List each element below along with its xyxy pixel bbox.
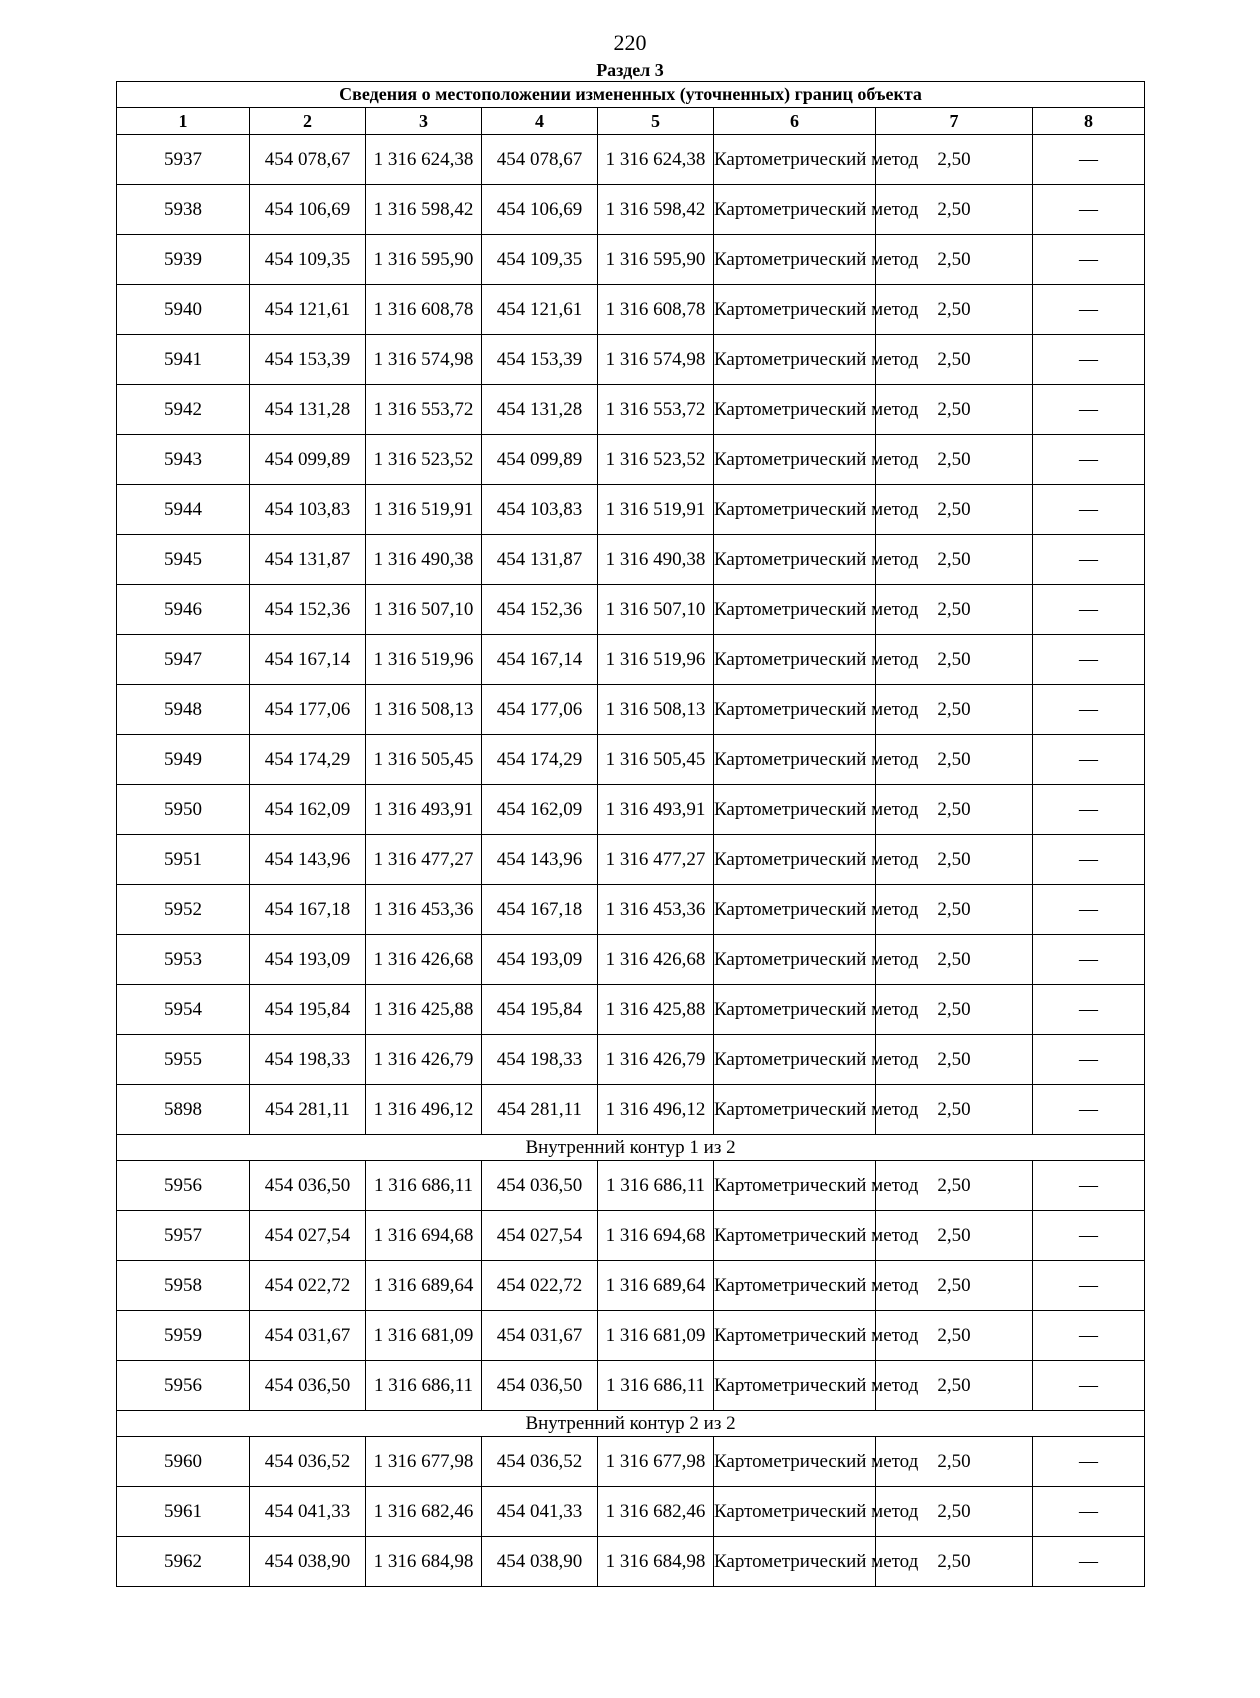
description-cell: — (1033, 435, 1145, 485)
method-cell: Картометрический метод (714, 1035, 876, 1085)
description-cell: — (1033, 385, 1145, 435)
x-old-cell: 454 152,36 (250, 585, 366, 635)
description-cell: — (1033, 835, 1145, 885)
description-cell: — (1033, 635, 1145, 685)
point-number-cell: 5946 (117, 585, 250, 635)
y-new-cell: 1 316 682,46 (598, 1487, 714, 1537)
table-row (117, 1161, 1145, 1211)
table-row (117, 435, 1145, 485)
x-new-cell: 454 174,29 (482, 735, 598, 785)
contour-label-row (117, 1411, 1145, 1437)
method-cell: Картометрический метод (714, 1085, 876, 1135)
accuracy-cell: 2,50 (876, 1437, 1033, 1487)
x-new-cell: 454 167,18 (482, 885, 598, 935)
y-old-cell: 1 316 490,38 (366, 535, 482, 585)
x-old-cell: 454 167,18 (250, 885, 366, 935)
y-new-cell: 1 316 496,12 (598, 1085, 714, 1135)
y-old-cell: 1 316 598,42 (366, 185, 482, 235)
table-row (117, 1211, 1145, 1261)
column-number-header: 8 (1033, 108, 1145, 135)
table-row (117, 485, 1145, 535)
y-old-cell: 1 316 519,96 (366, 635, 482, 685)
x-old-cell: 454 078,67 (250, 135, 366, 185)
x-old-cell: 454 195,84 (250, 985, 366, 1035)
y-old-cell: 1 316 426,79 (366, 1035, 482, 1085)
point-number-cell: 5950 (117, 785, 250, 835)
table-body (117, 82, 1145, 1587)
x-new-cell: 454 121,61 (482, 285, 598, 335)
table-row (117, 935, 1145, 985)
x-new-cell: 454 152,36 (482, 585, 598, 635)
page-number: 220 (613, 30, 647, 55)
description-cell: — (1033, 685, 1145, 735)
accuracy-cell: 2,50 (876, 1261, 1033, 1311)
y-old-cell: 1 316 505,45 (366, 735, 482, 785)
table-row (117, 635, 1145, 685)
y-new-cell: 1 316 477,27 (598, 835, 714, 885)
point-number-cell: 5956 (117, 1161, 250, 1211)
x-old-cell: 454 036,50 (250, 1161, 366, 1211)
method-cell: Картометрический метод (714, 735, 876, 785)
method-cell: Картометрический метод (714, 185, 876, 235)
x-new-cell: 454 022,72 (482, 1261, 598, 1311)
x-new-cell: 454 036,52 (482, 1437, 598, 1487)
y-new-cell: 1 316 598,42 (598, 185, 714, 235)
x-new-cell: 454 193,09 (482, 935, 598, 985)
x-new-cell: 454 131,28 (482, 385, 598, 435)
accuracy-cell: 2,50 (876, 285, 1033, 335)
table-row (117, 285, 1145, 335)
point-number-cell: 5956 (117, 1361, 250, 1411)
description-cell: — (1033, 985, 1145, 1035)
description-cell: — (1033, 735, 1145, 785)
x-old-cell: 454 099,89 (250, 435, 366, 485)
y-old-cell: 1 316 553,72 (366, 385, 482, 435)
x-old-cell: 454 193,09 (250, 935, 366, 985)
method-cell: Картометрический метод (714, 885, 876, 935)
y-new-cell: 1 316 490,38 (598, 535, 714, 585)
description-cell: — (1033, 185, 1145, 235)
point-number-cell: 5939 (117, 235, 250, 285)
point-number-cell: 5940 (117, 285, 250, 335)
y-old-cell: 1 316 523,52 (366, 435, 482, 485)
table-row (117, 385, 1145, 435)
x-new-cell: 454 153,39 (482, 335, 598, 385)
method-cell: Картометрический метод (714, 585, 876, 635)
point-number-cell: 5951 (117, 835, 250, 885)
accuracy-cell: 2,50 (876, 1487, 1033, 1537)
column-number-header: 4 (482, 108, 598, 135)
y-old-cell: 1 316 508,13 (366, 685, 482, 735)
y-new-cell: 1 316 686,11 (598, 1361, 714, 1411)
accuracy-cell: 2,50 (876, 985, 1033, 1035)
point-number-cell: 5959 (117, 1311, 250, 1361)
y-old-cell: 1 316 493,91 (366, 785, 482, 835)
description-cell: — (1033, 585, 1145, 635)
x-new-cell: 454 195,84 (482, 985, 598, 1035)
accuracy-cell: 2,50 (876, 135, 1033, 185)
y-new-cell: 1 316 519,96 (598, 635, 714, 685)
method-cell: Картометрический метод (714, 935, 876, 985)
point-number-cell: 5958 (117, 1261, 250, 1311)
table-row (117, 835, 1145, 885)
point-number-cell: 5957 (117, 1211, 250, 1261)
y-old-cell: 1 316 686,11 (366, 1161, 482, 1211)
x-new-cell: 454 103,83 (482, 485, 598, 535)
x-old-cell: 454 198,33 (250, 1035, 366, 1085)
y-old-cell: 1 316 677,98 (366, 1437, 482, 1487)
contour-label: Внутренний контур 2 из 2 (117, 1411, 1145, 1437)
accuracy-cell: 2,50 (876, 1537, 1033, 1587)
method-cell: Картометрический метод (714, 135, 876, 185)
point-number-cell: 5955 (117, 1035, 250, 1085)
x-new-cell: 454 078,67 (482, 135, 598, 185)
contour-label: Внутренний контур 1 из 2 (117, 1135, 1145, 1161)
table-row (117, 1361, 1145, 1411)
x-old-cell: 454 036,52 (250, 1437, 366, 1487)
table-row (117, 1437, 1145, 1487)
table-row (117, 885, 1145, 935)
table-row (117, 1261, 1145, 1311)
method-cell: Картометрический метод (714, 535, 876, 585)
y-old-cell: 1 316 477,27 (366, 835, 482, 885)
method-cell: Картометрический метод (714, 435, 876, 485)
x-new-cell: 454 099,89 (482, 435, 598, 485)
y-new-cell: 1 316 553,72 (598, 385, 714, 435)
y-old-cell: 1 316 519,91 (366, 485, 482, 535)
x-new-cell: 454 281,11 (482, 1085, 598, 1135)
point-number-cell: 5949 (117, 735, 250, 785)
point-number-cell: 5937 (117, 135, 250, 185)
y-new-cell: 1 316 694,68 (598, 1211, 714, 1261)
coordinates-table (116, 81, 1145, 1587)
y-old-cell: 1 316 507,10 (366, 585, 482, 635)
description-cell: — (1033, 485, 1145, 535)
point-number-cell: 5942 (117, 385, 250, 435)
description-cell: — (1033, 135, 1145, 185)
y-new-cell: 1 316 508,13 (598, 685, 714, 735)
accuracy-cell: 2,50 (876, 785, 1033, 835)
accuracy-cell: 2,50 (876, 1211, 1033, 1261)
x-new-cell: 454 038,90 (482, 1537, 598, 1587)
method-cell: Картометрический метод (714, 785, 876, 835)
x-old-cell: 454 131,28 (250, 385, 366, 435)
column-number-header: 6 (714, 108, 876, 135)
accuracy-cell: 2,50 (876, 485, 1033, 535)
description-cell: — (1033, 535, 1145, 585)
y-old-cell: 1 316 453,36 (366, 885, 482, 935)
table-row (117, 1035, 1145, 1085)
description-cell: — (1033, 285, 1145, 335)
accuracy-cell: 2,50 (876, 735, 1033, 785)
table-row (117, 985, 1145, 1035)
y-new-cell: 1 316 519,91 (598, 485, 714, 535)
x-new-cell: 454 036,50 (482, 1161, 598, 1211)
accuracy-cell: 2,50 (876, 335, 1033, 385)
x-new-cell: 454 198,33 (482, 1035, 598, 1085)
x-old-cell: 454 027,54 (250, 1211, 366, 1261)
accuracy-cell: 2,50 (876, 435, 1033, 485)
accuracy-cell: 2,50 (876, 1361, 1033, 1411)
y-new-cell: 1 316 453,36 (598, 885, 714, 935)
description-cell: — (1033, 785, 1145, 835)
accuracy-cell: 2,50 (876, 635, 1033, 685)
point-number-cell: 5960 (117, 1437, 250, 1487)
x-old-cell: 454 022,72 (250, 1261, 366, 1311)
description-cell: — (1033, 885, 1145, 935)
description-cell: — (1033, 1437, 1145, 1487)
point-number-cell: 5944 (117, 485, 250, 535)
method-cell: Картометрический метод (714, 1361, 876, 1411)
point-number-cell: 5953 (117, 935, 250, 985)
x-new-cell: 454 177,06 (482, 685, 598, 735)
accuracy-cell: 2,50 (876, 1161, 1033, 1211)
table-row (117, 1085, 1145, 1135)
x-old-cell: 454 103,83 (250, 485, 366, 535)
y-old-cell: 1 316 689,64 (366, 1261, 482, 1311)
table-row (117, 535, 1145, 585)
description-cell: — (1033, 335, 1145, 385)
point-number-cell: 5938 (117, 185, 250, 235)
point-number-cell: 5943 (117, 435, 250, 485)
accuracy-cell: 2,50 (876, 385, 1033, 435)
table-row (117, 235, 1145, 285)
y-new-cell: 1 316 426,68 (598, 935, 714, 985)
x-old-cell: 454 162,09 (250, 785, 366, 835)
y-new-cell: 1 316 426,79 (598, 1035, 714, 1085)
method-cell: Картометрический метод (714, 1311, 876, 1361)
table-row (117, 585, 1145, 635)
column-number-row (117, 108, 1145, 135)
point-number-cell: 5961 (117, 1487, 250, 1537)
table-title-row (117, 82, 1145, 108)
accuracy-cell: 2,50 (876, 835, 1033, 885)
y-new-cell: 1 316 684,98 (598, 1537, 714, 1587)
accuracy-cell: 2,50 (876, 1085, 1033, 1135)
x-new-cell: 454 131,87 (482, 535, 598, 585)
y-new-cell: 1 316 608,78 (598, 285, 714, 335)
x-old-cell: 454 131,87 (250, 535, 366, 585)
method-cell: Картометрический метод (714, 1261, 876, 1311)
x-new-cell: 454 106,69 (482, 185, 598, 235)
method-cell: Картометрический метод (714, 385, 876, 435)
description-cell: — (1033, 935, 1145, 985)
table-row (117, 135, 1145, 185)
accuracy-cell: 2,50 (876, 185, 1033, 235)
x-old-cell: 454 143,96 (250, 835, 366, 885)
y-old-cell: 1 316 694,68 (366, 1211, 482, 1261)
point-number-cell: 5941 (117, 335, 250, 385)
y-new-cell: 1 316 689,64 (598, 1261, 714, 1311)
y-old-cell: 1 316 682,46 (366, 1487, 482, 1537)
description-cell: — (1033, 1035, 1145, 1085)
x-old-cell: 454 281,11 (250, 1085, 366, 1135)
y-new-cell: 1 316 523,52 (598, 435, 714, 485)
description-cell: — (1033, 1161, 1145, 1211)
section-title: Раздел 3 (596, 60, 664, 80)
x-new-cell: 454 143,96 (482, 835, 598, 885)
method-cell: Картометрический метод (714, 485, 876, 535)
y-new-cell: 1 316 686,11 (598, 1161, 714, 1211)
y-new-cell: 1 316 505,45 (598, 735, 714, 785)
table-row (117, 335, 1145, 385)
method-cell: Картометрический метод (714, 1211, 876, 1261)
y-old-cell: 1 316 686,11 (366, 1361, 482, 1411)
description-cell: — (1033, 1085, 1145, 1135)
y-new-cell: 1 316 595,90 (598, 235, 714, 285)
table-row (117, 185, 1145, 235)
y-old-cell: 1 316 624,38 (366, 135, 482, 185)
method-cell: Картометрический метод (714, 1161, 876, 1211)
x-old-cell: 454 177,06 (250, 685, 366, 735)
point-number-cell: 5947 (117, 635, 250, 685)
method-cell: Картометрический метод (714, 1537, 876, 1587)
y-old-cell: 1 316 608,78 (366, 285, 482, 335)
x-new-cell: 454 031,67 (482, 1311, 598, 1361)
point-number-cell: 5952 (117, 885, 250, 935)
x-new-cell: 454 109,35 (482, 235, 598, 285)
x-old-cell: 454 174,29 (250, 735, 366, 785)
x-old-cell: 454 153,39 (250, 335, 366, 385)
method-cell: Картометрический метод (714, 235, 876, 285)
x-new-cell: 454 041,33 (482, 1487, 598, 1537)
y-old-cell: 1 316 681,09 (366, 1311, 482, 1361)
column-number-header: 3 (366, 108, 482, 135)
y-new-cell: 1 316 507,10 (598, 585, 714, 635)
description-cell: — (1033, 1537, 1145, 1587)
method-cell: Картометрический метод (714, 685, 876, 735)
y-new-cell: 1 316 574,98 (598, 335, 714, 385)
description-cell: — (1033, 1361, 1145, 1411)
table-row (117, 685, 1145, 735)
y-new-cell: 1 316 493,91 (598, 785, 714, 835)
method-cell: Картометрический метод (714, 635, 876, 685)
accuracy-cell: 2,50 (876, 1035, 1033, 1085)
description-cell: — (1033, 1487, 1145, 1537)
x-new-cell: 454 162,09 (482, 785, 598, 835)
accuracy-cell: 2,50 (876, 585, 1033, 635)
accuracy-cell: 2,50 (876, 885, 1033, 935)
accuracy-cell: 2,50 (876, 1311, 1033, 1361)
table-row (117, 1487, 1145, 1537)
description-cell: — (1033, 1211, 1145, 1261)
method-cell: Картометрический метод (714, 1437, 876, 1487)
description-cell: — (1033, 1261, 1145, 1311)
column-number-header: 2 (250, 108, 366, 135)
accuracy-cell: 2,50 (876, 535, 1033, 585)
x-new-cell: 454 027,54 (482, 1211, 598, 1261)
x-old-cell: 454 041,33 (250, 1487, 366, 1537)
contour-label-row (117, 1135, 1145, 1161)
x-old-cell: 454 038,90 (250, 1537, 366, 1587)
x-new-cell: 454 036,50 (482, 1361, 598, 1411)
y-old-cell: 1 316 684,98 (366, 1537, 482, 1587)
x-old-cell: 454 121,61 (250, 285, 366, 335)
point-number-cell: 5898 (117, 1085, 250, 1135)
method-cell: Картометрический метод (714, 985, 876, 1035)
table-row (117, 1537, 1145, 1587)
y-old-cell: 1 316 426,68 (366, 935, 482, 985)
description-cell: — (1033, 1311, 1145, 1361)
y-old-cell: 1 316 496,12 (366, 1085, 482, 1135)
accuracy-cell: 2,50 (876, 685, 1033, 735)
method-cell: Картометрический метод (714, 335, 876, 385)
y-old-cell: 1 316 425,88 (366, 985, 482, 1035)
column-number-header: 1 (117, 108, 250, 135)
y-new-cell: 1 316 425,88 (598, 985, 714, 1035)
point-number-cell: 5945 (117, 535, 250, 585)
table-row (117, 1311, 1145, 1361)
table-row (117, 785, 1145, 835)
accuracy-cell: 2,50 (876, 235, 1033, 285)
y-new-cell: 1 316 677,98 (598, 1437, 714, 1487)
column-number-header: 5 (598, 108, 714, 135)
y-old-cell: 1 316 574,98 (366, 335, 482, 385)
x-old-cell: 454 036,50 (250, 1361, 366, 1411)
table-row (117, 735, 1145, 785)
description-cell: — (1033, 235, 1145, 285)
x-new-cell: 454 167,14 (482, 635, 598, 685)
x-old-cell: 454 106,69 (250, 185, 366, 235)
point-number-cell: 5954 (117, 985, 250, 1035)
y-new-cell: 1 316 624,38 (598, 135, 714, 185)
method-cell: Картометрический метод (714, 835, 876, 885)
point-number-cell: 5962 (117, 1537, 250, 1587)
point-number-cell: 5948 (117, 685, 250, 735)
table-title: Сведения о местоположении измененных (уточненных) границ объекта (117, 82, 1145, 108)
method-cell: Картометрический метод (714, 1487, 876, 1537)
y-new-cell: 1 316 681,09 (598, 1311, 714, 1361)
x-old-cell: 454 109,35 (250, 235, 366, 285)
x-old-cell: 454 167,14 (250, 635, 366, 685)
column-number-header: 7 (876, 108, 1033, 135)
y-old-cell: 1 316 595,90 (366, 235, 482, 285)
x-old-cell: 454 031,67 (250, 1311, 366, 1361)
method-cell: Картометрический метод (714, 285, 876, 335)
accuracy-cell: 2,50 (876, 935, 1033, 985)
